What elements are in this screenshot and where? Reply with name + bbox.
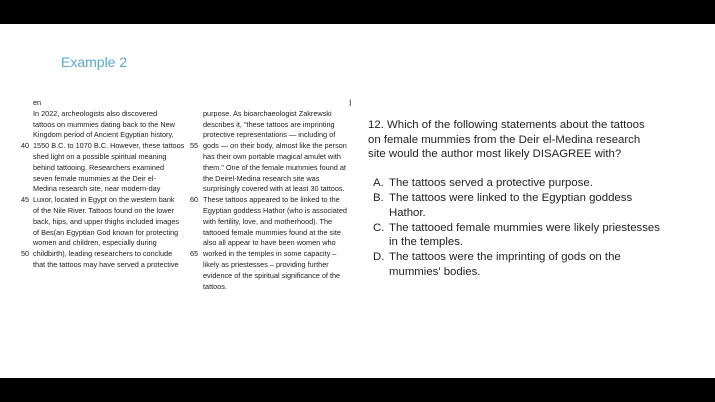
line-text: surprisingly covered with at least 30 tattoos. xyxy=(203,184,345,194)
passage-line xyxy=(21,163,193,174)
line-text: likely as priestesses – providing further xyxy=(203,259,329,269)
passage-line xyxy=(21,130,193,141)
line-number: 50 xyxy=(21,249,30,259)
passage-line xyxy=(21,141,193,152)
question-stem: 12. Which of the following statements about the tattoos on female mummies from the Deir el-Medina research site would the author most likely DISAGREE with? xyxy=(368,119,645,161)
text-cursor-icon: I xyxy=(349,98,352,108)
line-text: of Bes(an Egyptian God known for protecting xyxy=(33,227,179,237)
line-number: 40 xyxy=(21,141,30,151)
passage-line xyxy=(190,206,365,217)
passage-line xyxy=(190,271,365,282)
passage-line xyxy=(21,184,193,195)
passage-line xyxy=(190,217,365,228)
option-text: The tattoos were linked to the Egyptian goddess Hathor. xyxy=(389,192,633,219)
passage-line xyxy=(21,206,193,217)
line-number: 65 xyxy=(190,249,199,259)
passage-line xyxy=(21,228,193,239)
line-text: tattoos on mummies dating back to the New xyxy=(33,119,175,129)
passage-line xyxy=(190,228,365,239)
line-text: behind tattooing. Researchers examined xyxy=(33,162,165,172)
line-number: 55 xyxy=(190,141,199,151)
line-text: women and children, especially during xyxy=(33,238,157,248)
line-text: that the tattoos may have served a protective xyxy=(33,259,179,269)
passage-line xyxy=(21,195,193,206)
line-text: Egyptian goddess Hathor (who is associated xyxy=(203,205,347,215)
question-block xyxy=(368,118,658,162)
line-text: describes it, "these tattoos are imprinting xyxy=(203,119,335,129)
option-text: The tattooed female mummies were likely priestesses in the temples. xyxy=(389,221,660,249)
option-text: The tattoos served a protective purpose. xyxy=(389,177,593,189)
passage-line xyxy=(21,152,193,163)
passage-line xyxy=(21,260,193,271)
passage-line xyxy=(190,152,365,163)
passage-line xyxy=(190,249,365,260)
line-text: tattooed female mummies found at the site xyxy=(203,227,341,237)
line-text: gods — on their body, almost like the person xyxy=(203,141,347,151)
line-text: the Deirel-Medina research site was xyxy=(203,173,320,183)
line-text: them." One of the female mummies found at xyxy=(203,162,346,172)
passage-line xyxy=(21,174,193,185)
passage-line xyxy=(190,195,365,206)
passage-line xyxy=(190,282,365,293)
line-text: 1550 B.C. to 1070 B.C. However, these tattoos xyxy=(33,141,185,151)
line-text: shed light on a possible spiritual meaning xyxy=(33,151,167,161)
passage-line xyxy=(190,163,365,174)
line-text: seven female mummies at the Deir el- xyxy=(33,173,156,183)
passage-line xyxy=(21,217,193,228)
passage-line xyxy=(21,249,193,260)
option-letter: B. xyxy=(373,192,384,205)
answer-options xyxy=(373,176,663,280)
line-text: Luxor, located in Egypt on the western bank xyxy=(33,195,175,205)
passage-line xyxy=(21,98,193,109)
line-text: These tattoos appeared to be linked to the xyxy=(203,195,340,205)
line-text: also all appear to have been women who xyxy=(203,238,336,248)
answer-option-d[interactable] xyxy=(373,250,663,279)
example-heading: Example 2 xyxy=(61,54,128,70)
option-text: The tattoos were the imprinting of gods on the mummies' bodies. xyxy=(389,251,621,279)
line-text: with fertility, love, and motherhood). The xyxy=(203,216,333,226)
passage-line xyxy=(190,109,365,120)
option-letter: A. xyxy=(373,177,384,189)
line-text: Kingdom period of Ancient Egyptian history, xyxy=(33,130,174,140)
passage-line xyxy=(190,130,365,141)
passage-line xyxy=(190,184,365,195)
line-number: 60 xyxy=(190,195,199,205)
line-text: protective representations — including of xyxy=(203,130,336,140)
line-text: tattoos. xyxy=(203,281,227,291)
line-text: back, hips, and upper thighs included images xyxy=(33,216,180,226)
passage-line xyxy=(190,174,365,185)
line-text: Medina research site, near modern-day xyxy=(33,184,161,194)
passage-line xyxy=(190,98,365,109)
passage-line xyxy=(21,238,193,249)
option-letter: C. xyxy=(373,221,385,234)
passage-line xyxy=(21,120,193,131)
line-text: childbirth), leading researchers to conclude xyxy=(33,249,173,259)
passage-line xyxy=(190,260,365,271)
answer-option-b[interactable] xyxy=(373,191,663,220)
line-text: purpose. As bioarchaeologist Zakrewski xyxy=(203,108,332,118)
line-text: worked in the temples in some capacity – xyxy=(203,249,337,259)
passage-line xyxy=(190,120,365,131)
answer-option-c[interactable] xyxy=(373,221,663,250)
passage-line xyxy=(190,141,365,152)
line-text: has their own portable magical amulet with xyxy=(203,151,341,161)
passage-column-left xyxy=(21,98,193,271)
answer-option-a[interactable] xyxy=(373,176,663,191)
passage-column-right xyxy=(190,98,365,292)
passage-line xyxy=(190,238,365,249)
line-text: en xyxy=(33,98,42,107)
line-number: 45 xyxy=(21,195,30,205)
passage-line xyxy=(21,109,193,120)
line-text: In 2022, archeologists also discovered xyxy=(33,108,158,118)
option-letter: D. xyxy=(373,251,385,264)
slide-page xyxy=(0,24,715,378)
line-text: evidence of the spiritual significance of the xyxy=(203,270,341,280)
line-text: of the Nile River. Tattoos found on the lower xyxy=(33,205,175,215)
